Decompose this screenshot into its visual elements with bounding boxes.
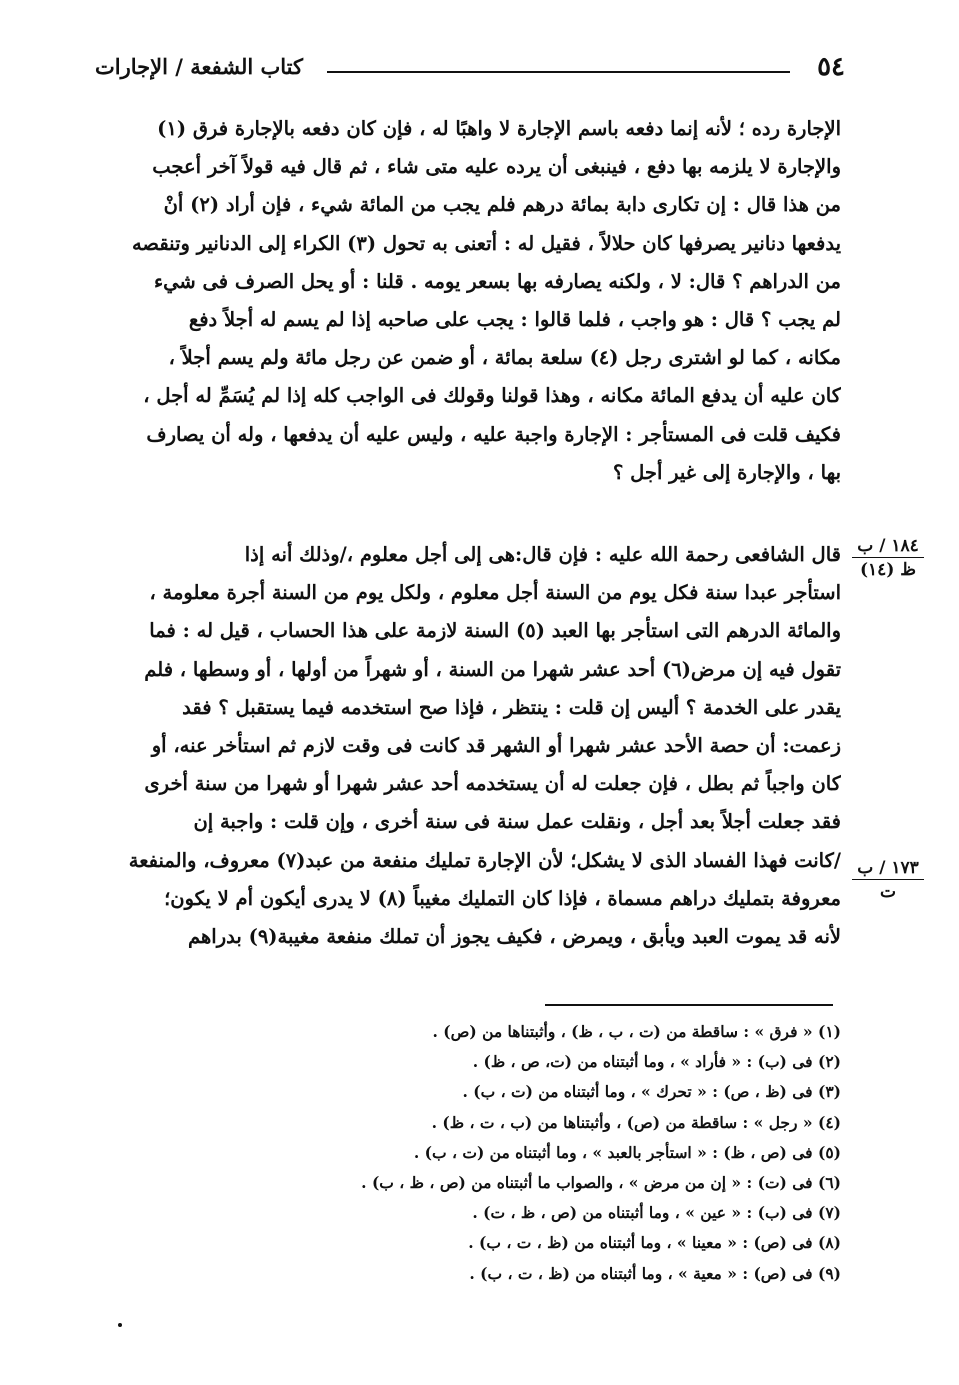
text-line: من هذا قال : إن تكارى دابة بمائة درهم فلم يجب من المائة شيء ، فإن أراد (٢) أنْ (163, 193, 841, 217)
text-line: معروفة بتمليك دراهم مسماة ، فإذا كان التمليك مغيباً (٨) لا يدرى أيكون أم لا يكون؛ (164, 886, 841, 910)
text-line: مكانه ، كما لو اشترى رجل (٤) سلعة بمائة ، أو ضمن عن رجل مائة ولم يسم أجلاً ، (168, 346, 841, 370)
margin-note-siglum: ت (879, 882, 896, 902)
page-header (95, 52, 845, 92)
text-line: يدفعها دنانير يصرفها كان حلالاً ، فقيل له : أتعنى به تحول (٣) الكراء إلى الدنانير وتنقصه (131, 231, 841, 255)
text-line: بها ، والإجارة إلى غير أجل ؟ (612, 460, 841, 484)
text-line: لأنه قد يموت العبد ويأبق ، ويمرض ، فكيف يجوز أن تملك منفعة مغيبة(٩) بدراهم (188, 924, 841, 948)
paragraph-2 (95, 536, 841, 956)
footnote: (٥) فى (ص ، ظ) : « استأجر بالعبد » ، وما أثبتناه من (ت ، ب) . (413, 1142, 841, 1162)
text-line: فكيف قلت فى المستأجر : الإجارة واجبة عليه ، وليس عليه أن يدفعها ، وله أن يصارف (146, 422, 841, 446)
text-line: كان واجباً ثم بطل ، فإن جعلت له أن يستخدمه أحد عشر شهرا أو شهرا من سنة أخرى (144, 772, 841, 796)
text-line: والإجارة لا يلزمه بها دفع ، فينبغى أن يرده عليه متى شاء ، ثم قال فيه قولاً آخر أعجب (152, 155, 841, 179)
footnote: (٢) فى (ب) : « فأراد » ، وما أثبتناه من (ت، ص ، ظ) . (472, 1052, 841, 1072)
margin-note-manuscript-ref (852, 858, 924, 902)
margin-note-folio: ١٨٤ / ب (857, 536, 919, 556)
paragraph-1 (95, 110, 841, 492)
text-line: قال الشافعى رحمة الله عليه : فإن قال:هى إلى أجل معلوم ،/وذلك أنه إذا (244, 543, 841, 566)
text-line: استأجر عبدا سنة فكل يوم من السنة أجل معلوم ، ولكل يوم من السنة أجرة معلومة ، (149, 581, 841, 605)
page-number: ٥٤ (817, 52, 845, 82)
scan-speck (118, 1323, 122, 1327)
footnote-separator (545, 1004, 833, 1006)
header-rule (327, 71, 790, 73)
text-line: زعمت: أن حصة الأحد عشر شهرا أو الشهر قد كانت فى وقت لازم ثم استأخر عنه، أو (151, 733, 841, 757)
text-line: لم يجب ؟ قال : هو واجب ، فلما قالوا : يجب على صاحبه إذا لم يسم له أجلاً دفع (188, 307, 841, 331)
footnote: (٤) « رجل » : ساقطة من (ص) ، وأثبتناها من (ب ، ت ، ظ) . (431, 1112, 841, 1132)
text-line: والمائة الدرهم التى استأجر بها العبد (٥) السنة لازمة على هذا الحساب ، قيل له : فما (149, 619, 841, 643)
text-line: فقد جعلت أجلاً بعد أجل ، ونقلت عمل سنة فى سنة أخرى ، وإن قلت : واجبة إن (193, 810, 841, 834)
margin-note-manuscript-ref (852, 536, 924, 580)
margin-note-rule (852, 557, 924, 558)
margin-note-siglum: ظ (١٤) (860, 560, 916, 580)
running-title: كتاب الشفعة / الإجارات (95, 54, 304, 79)
footnote: (٦) فى (ت) : « إن من مرض » ، والصواب ما أثبتناه من (ص ، ظ ، ب) . (361, 1172, 841, 1192)
text-line: من الدراهم ؟ قال: لا ، ولكنه يصارفه بها بسعر يومه . قلنا : أو يحل الصرف فى شيء (153, 269, 841, 293)
text-line: /كانت فهذا الفساد الذى لا يشكل؛ لأن الإجارة تمليك منفعة من عبد(٧) معروف، والمنفعة (128, 848, 841, 872)
footnote: (٧) فى (ب) : « عين » ، وما أثبتناه من (ص ، ظ ، ت) . (472, 1203, 841, 1223)
footnote: (٣) فى (ظ ، ص) : « تحرك » ، وما أثبتناه من (ت ، ب) . (462, 1082, 841, 1102)
footnotes (95, 1017, 841, 1289)
footnote: (٩) فى (ص) : « معية » ، وما أثبتناه من (ظ ، ت ، ب) . (469, 1263, 841, 1283)
text-line: تقول فيه إن مرض(٦) أحد عشر شهرا من السنة ، أو شهراً من أولها ، أو وسطها ، فلم (144, 657, 841, 681)
text-line: يقدر على الخدمة ؟ أليس إن قلت : ينتظر ، فإذا صح استخدمه فيما يستقبل ؟ فقد (182, 695, 841, 719)
margin-note-rule (852, 879, 924, 880)
text-line: الإجارة رده ؛ لأنه إنما دفعه باسم الإجارة لا واهبًا له ، فإن كان دفعه بالإجارة فرق (١) (157, 117, 841, 140)
footnote: (١) « فرق » : ساقطة من (ت ، ب ، ظ) ، وأثبتناها من (ص) . (432, 1022, 841, 1041)
text-line: كان عليه أن يدفع المائة مكانه ، وهذا قولنا وقولك فى الواجب كله إذا لم يُسَمِّ له أجل ، (143, 384, 841, 408)
margin-note-folio: ١٧٣ / ب (857, 858, 919, 878)
footnote: (٨) فى (ص) : « معينا » ، وما أثبتناه من (ظ ، ت ، ب) . (468, 1233, 841, 1253)
